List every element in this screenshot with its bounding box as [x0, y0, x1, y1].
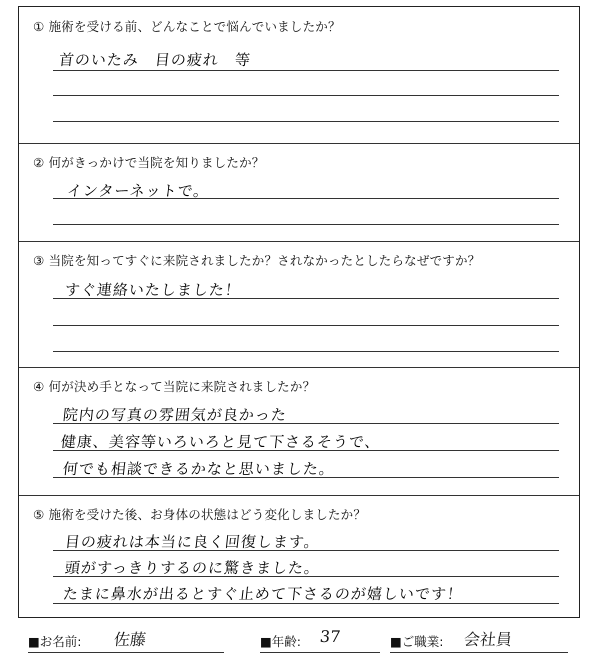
answer-line	[53, 325, 559, 326]
section-1	[19, 7, 579, 131]
section-2	[19, 143, 579, 241]
answer-line	[53, 198, 559, 199]
answer-5-line-1: 目の疲れは本当に良く回復します。	[64, 533, 321, 551]
answer-line	[53, 550, 559, 551]
answer-line	[53, 224, 559, 225]
answer-line	[53, 423, 559, 424]
age-label: ■年齢:	[260, 634, 302, 649]
name-label: ■お名前:	[28, 634, 82, 649]
answer-line	[53, 477, 559, 478]
occupation-value: 会社員	[462, 630, 513, 649]
answer-4-line-1: 院内の写真の雰囲気が良かった	[62, 406, 288, 424]
answer-line	[53, 603, 559, 604]
question-1: ① 施術を受ける前、どんなことで悩んでいましたか？	[33, 19, 341, 34]
question-3: ③ 当院を知ってすぐに来院されましたか？されなかったとしたらなぜですか？	[33, 253, 481, 268]
answer-line	[53, 351, 559, 352]
answer-1-line-1: 首のいたみ 目の疲れ 等	[58, 51, 252, 69]
question-5: ⑤ 施術を受けた後、お身体の状態はどう変化しましたか？	[33, 507, 367, 522]
name-value: 佐藤	[112, 630, 147, 649]
section-4	[19, 367, 579, 497]
profile-footer	[28, 628, 588, 656]
age-value: 37	[319, 627, 342, 646]
question-2: ② 何がきっかけで当院を知りましたか？	[33, 155, 265, 170]
occupation-field	[390, 628, 568, 653]
answer-line	[53, 576, 559, 577]
section-5	[19, 495, 579, 619]
answer-5-line-3: たまに鼻水が出るとすぐ止めて下さるのが嬉しいです！	[62, 585, 464, 603]
answer-line	[53, 70, 559, 71]
answer-3-line-1: すぐ連絡いたしました！	[64, 281, 242, 299]
question-4: ④ 何が決め手となって当院に来院されましたか？	[33, 379, 316, 394]
answer-4-line-2: 健康、美容等いろいろと見て下さるそうで、	[60, 433, 382, 451]
answer-line	[53, 95, 559, 96]
answer-line	[53, 298, 559, 299]
answer-4-line-3: 何でも相談できるかなと思いました。	[62, 460, 336, 478]
answer-2-line-1: インターネットで。	[66, 182, 211, 200]
answer-5-line-2: 頭がすっきりするのに驚きました。	[64, 559, 322, 577]
name-field	[28, 628, 224, 653]
answer-line	[53, 450, 559, 451]
answer-line	[53, 121, 559, 122]
section-3	[19, 241, 579, 365]
questionnaire-sheet	[18, 6, 580, 618]
occupation-label: ■ご職業:	[390, 634, 444, 649]
age-field	[260, 628, 380, 653]
